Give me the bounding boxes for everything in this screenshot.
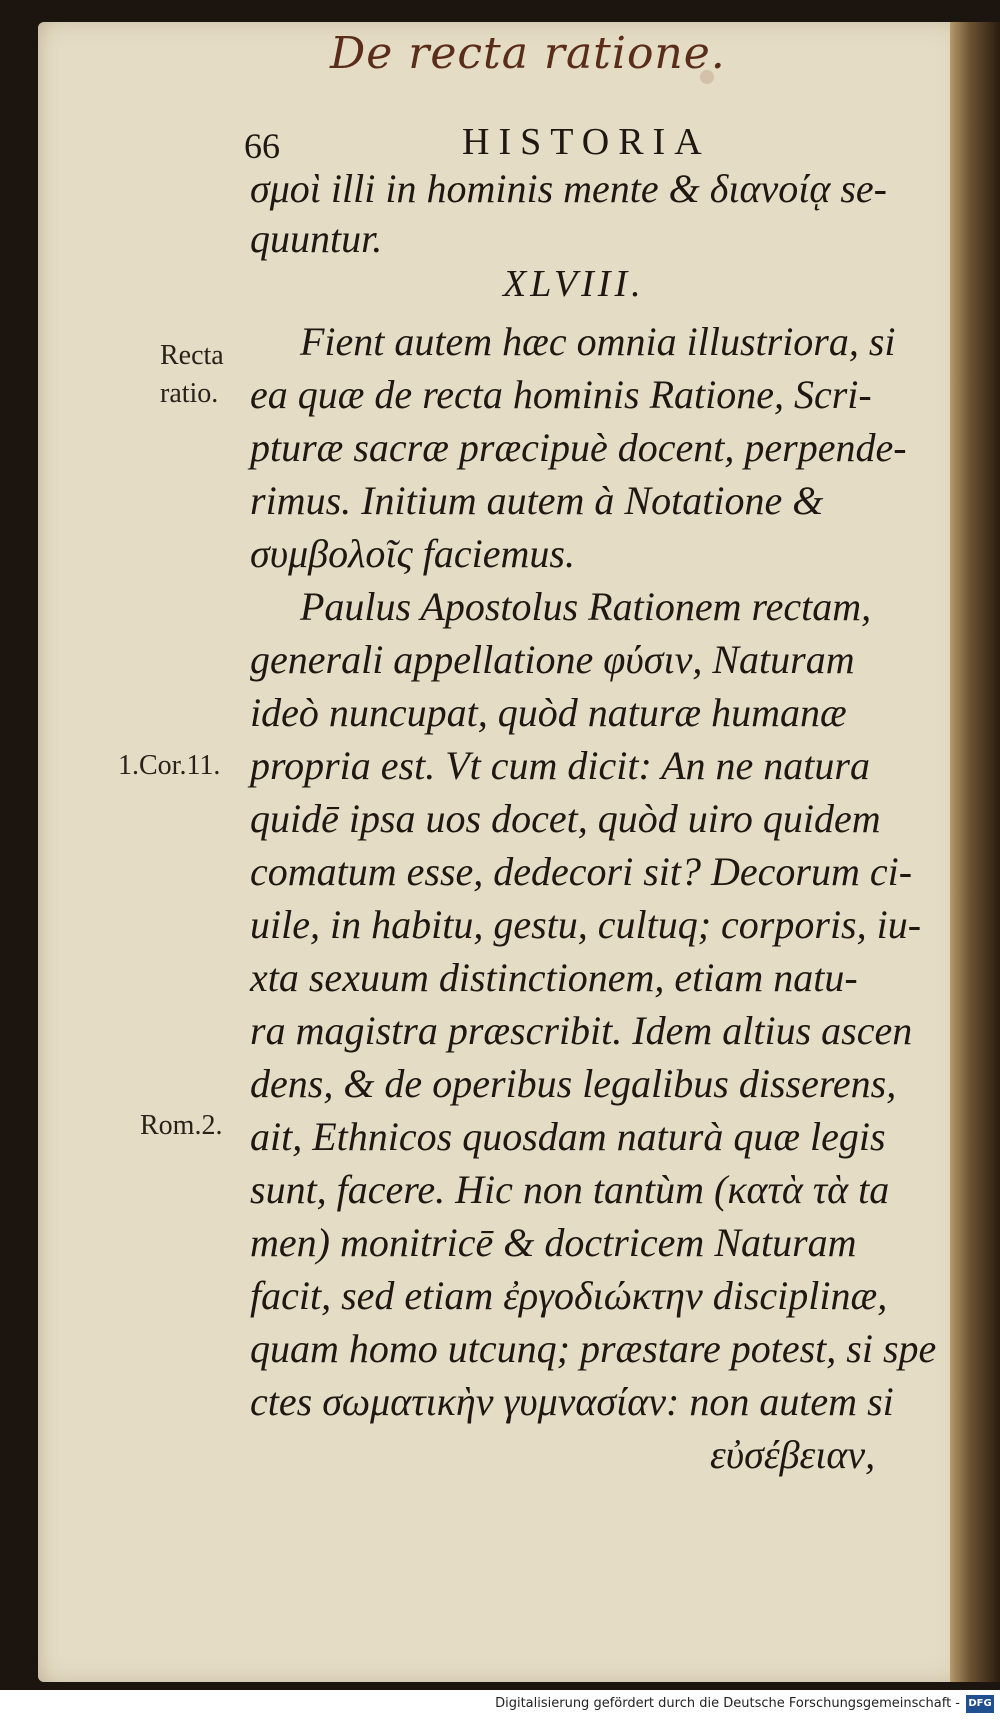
text-line: men) monitricē & doctricem Naturam (250, 1220, 857, 1265)
text-line: ideò nuncupat, quòd naturæ humanæ (250, 690, 847, 735)
text-line: σμοὶ illi in hominis mente & διανοίᾳ se- (250, 166, 887, 211)
text-line: facit, sed etiam ἐργοδιώκτην disciplinæ, (250, 1273, 888, 1318)
text-line: generali appellatione φύσιν, Naturam (250, 637, 855, 682)
page-number: 66 (244, 126, 280, 166)
text-line: ra magistra præscribit. Idem altius ascen (250, 1008, 913, 1053)
footer-bar (0, 1690, 1000, 1721)
dfg-logo: DFG (966, 1695, 994, 1713)
text-line: rimus. Initium autem à Notatione & (250, 478, 824, 523)
text-line: συμβολοῖς faciemus. (250, 531, 575, 576)
text-line: ctes σωματικὴν γυμνασίαν: non autem si (250, 1379, 894, 1424)
text-line: propria est. Vt cum dicit: An ne natura (250, 743, 870, 788)
running-title: HISTORIA (462, 121, 711, 163)
text-line: ea quæ de recta hominis Ratione, Scri- (250, 372, 872, 417)
margin-note: Recta (160, 340, 224, 371)
text-line: quidē ipsa uos docet, quòd uiro quidem (250, 796, 881, 841)
text-line: εὐσέβειαν, (710, 1432, 876, 1477)
handwritten-note: De recta ratione. (330, 28, 726, 79)
text-line: quuntur. (250, 216, 383, 261)
text-line: quam homo utcunq; præstare potest, si spe (250, 1326, 937, 1371)
text-line: xta sexuum distinctionem, etiam natu- (250, 955, 858, 1000)
margin-note: ratio. (160, 378, 219, 409)
text-line: pturæ sacræ præcipuè docent, perpende- (250, 425, 907, 470)
text-line: sunt, facere. Hic non tantùm (κατὰ τὰ ta (250, 1167, 890, 1212)
text-line: comatum esse, dedecori sit? Decorum ci- (250, 849, 913, 894)
text-line: ait, Ethnicos quosdam naturà quæ legis (250, 1114, 886, 1159)
margin-note: 1.Cor.11. (118, 750, 221, 781)
text-line: Fient autem hæc omnia illustriora, si (300, 319, 896, 364)
text-line: Paulus Apostolus Rationem rectam, (300, 584, 872, 629)
margin-note: Rom.2. (140, 1110, 223, 1141)
text-line: dens, & de operibus legalibus disserens, (250, 1061, 897, 1106)
footer-credit: Digitalisierung gefördert durch die Deutsche Forschungsgemeinschaft - (495, 1696, 960, 1711)
section-heading: XLVIII. (503, 263, 645, 305)
book-gutter (950, 22, 1000, 1682)
text-line: uile, in habitu, gestu, cultuq; corporis, iu- (250, 902, 922, 947)
